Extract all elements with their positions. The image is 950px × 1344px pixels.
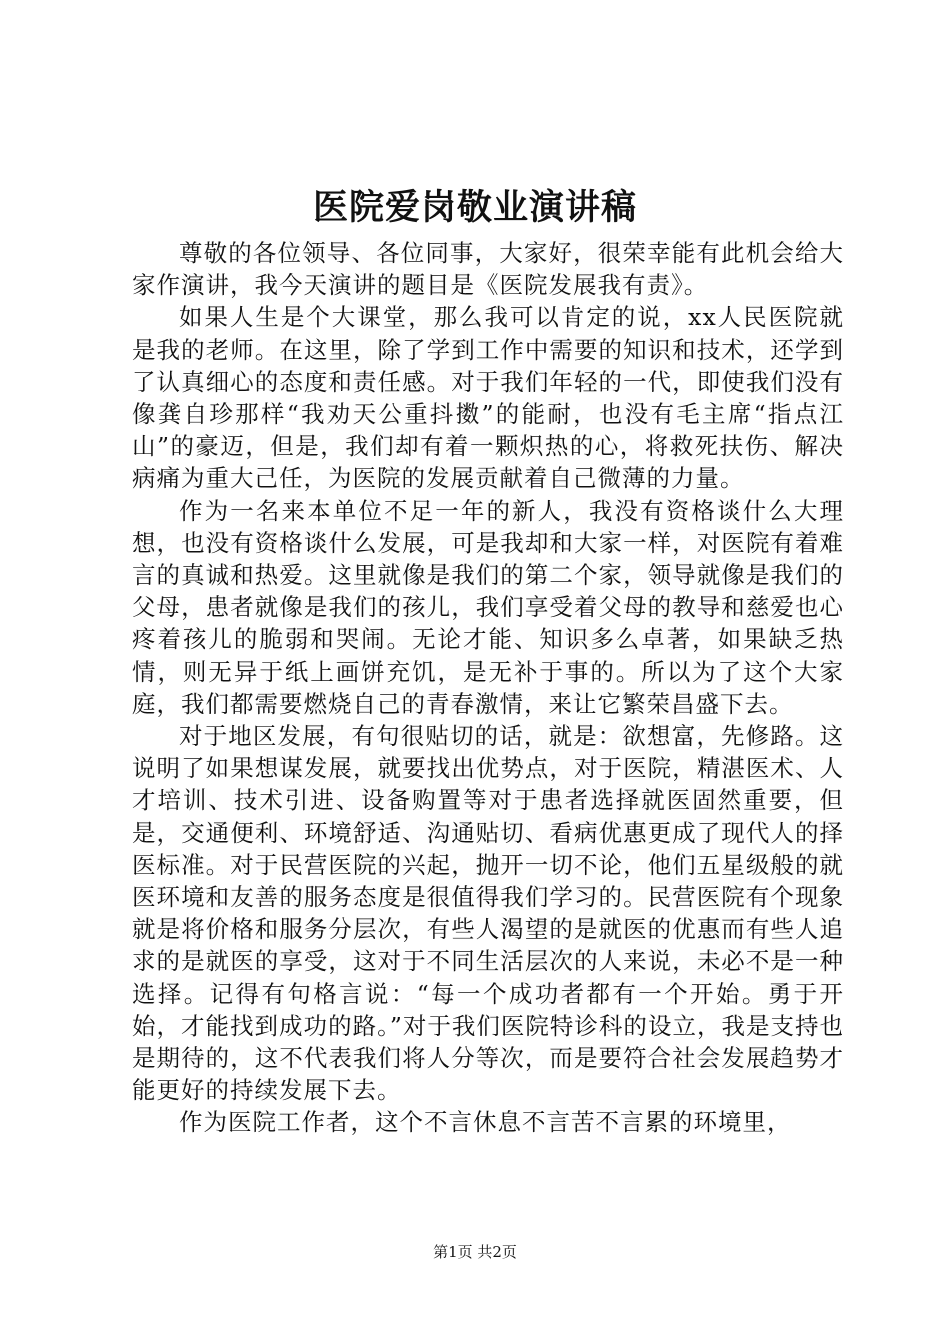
paragraph-new-member: 作为一名来本单位不足一年的新人，我没有资格谈什么大理想，也没有资格谈什么发展，可是我却和大家一样，对医院有着难言的真诚和热爱。这里就像是我们的第二个家，领导就像是我们的父母，患者就像是我们的孩儿，我们享受着父母的教导和慈爱也心疼着孩儿的脆弱和哭闹。无论才能、知识多么卓著，如果缺乏热情，则无异于纸上画饼充饥，是无补于事的。所以为了这个大家庭，我们都需要燃烧自己的青春激情，来让它繁荣昌盛下去。 (132, 496, 844, 718)
document-body (132, 237, 844, 1139)
page-number-footer: 第1页 共2页 (433, 1243, 517, 1261)
document-title: 医院爱岗敬业演讲稿 (312, 187, 637, 228)
paragraph-hospital-teacher: 如果人生是个大课堂，那么我可以肯定的说，xx人民医院就是我的老师。在这里，除了学到工作中需要的知识和技术，还学到了认真细心的态度和责任感。对于我们年轻的一代，即使我们没有像龚自珍那样“我劝天公重抖擞”的能耐，也没有毛主席“指点江山”的豪迈，但是，我们却有着一颗炽热的心，将救死扶伤、解决病痛为重大己任，为医院的发展贡献着自己微薄的力量。 (132, 303, 844, 493)
paragraph-hospital-worker: 作为医院工作者，这个不言休息不言苦不言累的环境里， (179, 1108, 792, 1137)
paragraph-development: 对于地区发展，有句很贴切的话，就是：欲想富，先修路。这说明了如果想谋发展，就要找出优势点，对于医院，精湛医术、人才培训、技术引进、设备购置等对于患者选择就医固然重要，但是，交通便利、环境舒适、沟通贴切、看病优惠更成了现代人的择医标准。对于民营医院的兴起，抛开一切不论，他们五星级般的就医环境和友善的服务态度是很值得我们学习的。民营医院有个现象就是将价格和服务分层次，有些人渴望的是就医的优惠而有些人追求的是就医的享受，这对于不同生活层次的人来说，未必不是一种选择。记得有句格言说：“每一个成功者都有一个开始。勇于开始，才能找到成功的路。”对于我们医院特诊科的设立，我是支持也是期待的，这不代表我们将人分等次，而是要符合社会发展趋势才能更好的持续发展下去。 (132, 722, 844, 1105)
paragraph-greeting: 尊敬的各位领导、各位同事，大家好，很荣幸能有此机会给大家作演讲，我今天演讲的题目是《医院发展我有责》。 (132, 239, 844, 300)
